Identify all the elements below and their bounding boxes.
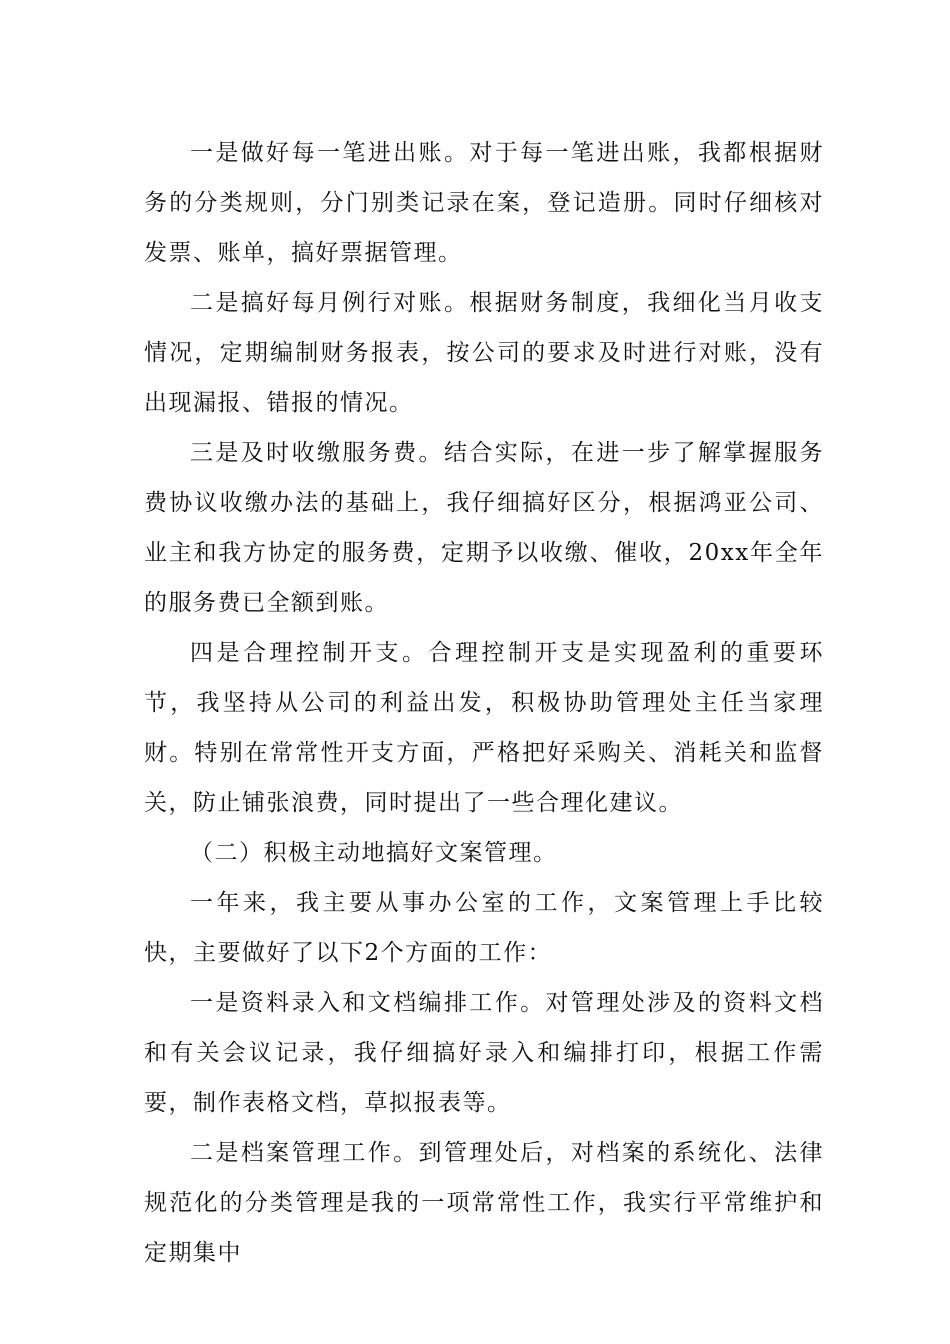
paragraph-1: 一是做好每一笔进出账。对于每一笔进出账，我都根据财务的分类规则，分门别类记录在案，登记造册。同时仔细核对发票、账单，搞好票据管理。 — [144, 140, 824, 266]
section-heading: （二）积极主动地搞好文案管理。 — [190, 840, 558, 866]
paragraph-2: 二是搞好每月例行对账。根据财务制度，我细化当月收支情况，定期编制财务报表，按公司的要求及时进行对账，没有出现漏报、错报的情况。 — [144, 290, 824, 416]
paragraph-3: 三是及时收缴服务费。结合实际，在进一步了解掌握服务费协议收缴办法的基础上，我仔细搞好区分，根据鸿亚公司、业主和我方协定的服务费，定期予以收缴、催收，20xx年全年的服务费已全额到账。 — [144, 440, 824, 616]
paragraph-6: 一年来，我主要从事办公室的工作，文案管理上手比较快，主要做好了以下2个方面的工作： — [144, 890, 824, 966]
document-body — [144, 128, 824, 1278]
paragraph-4: 四是合理控制开支。合理控制开支是实现盈利的重要环节，我坚持从公司的利益出发，积极协助管理处主任当家理财。特别在常常性开支方面，严格把好采购关、消耗关和监督关，防止铺张浪费，同时提出了一些合理化建议。 — [144, 640, 824, 816]
paragraph-7: 一是资料录入和文档编排工作。对管理处涉及的资料文档和有关会议记录，我仔细搞好录入和编排打印，根据工作需要，制作表格文档，草拟报表等。 — [144, 990, 824, 1116]
paragraph-8: 二是档案管理工作。到管理处后，对档案的系统化、法律规范化的分类管理是我的一项常常性工作，我实行平常维护和定期集中 — [144, 1140, 824, 1266]
